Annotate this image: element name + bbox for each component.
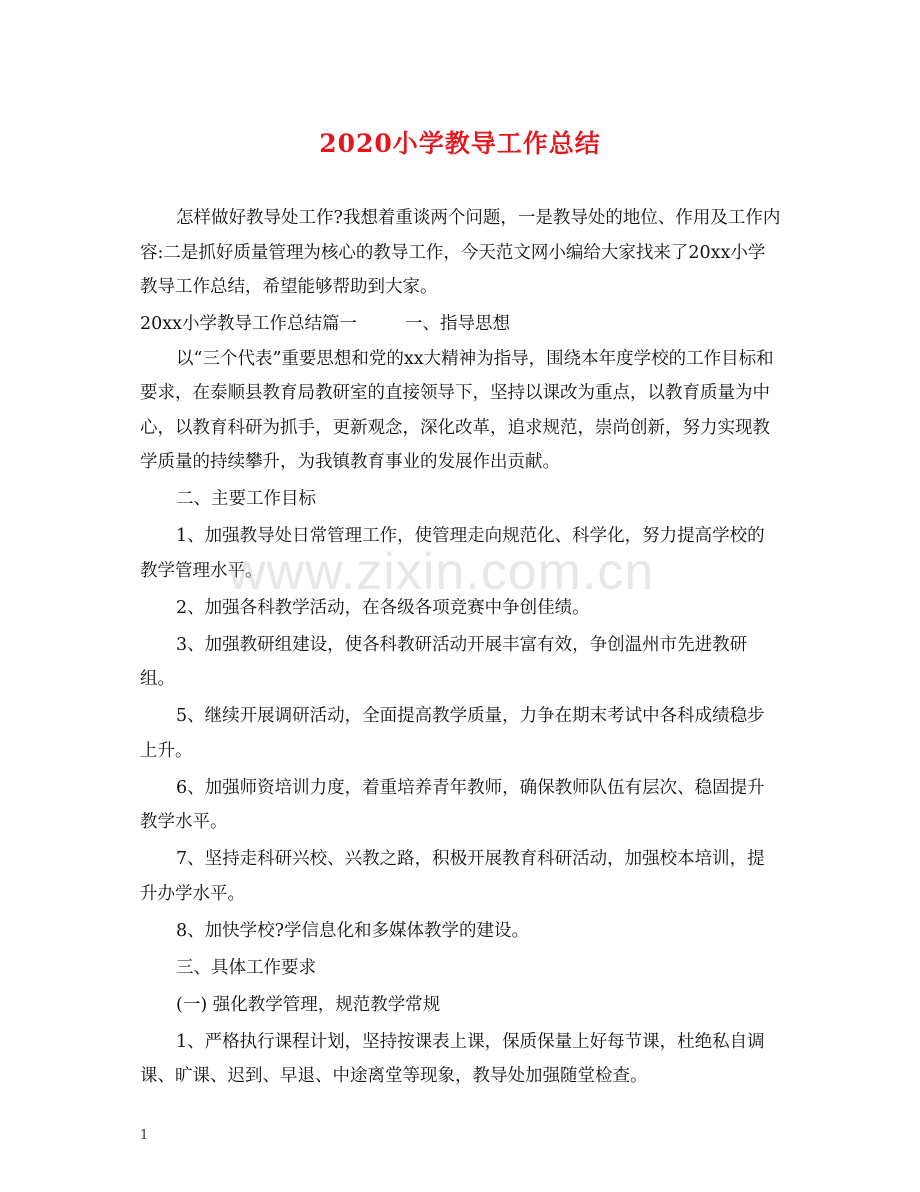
- watermark: www.zixin.com.cn: [228, 543, 655, 601]
- goal-item: 5、继续开展调研活动，全面提高教学质量，力争在期末考试中各科成绩稳步上升。: [140, 706, 765, 761]
- goal-item: 8、加快学校?学信息化和多媒体教学的建设。: [176, 920, 530, 941]
- goal-item: 1、加强教导处日常管理工作，使管理走向规范化、科学化，努力提高学校的教学管理水平。: [140, 526, 765, 581]
- section-heading-article: 20xx小学教导工作总结篇一: [140, 314, 358, 334]
- goal-item: 6、加强师资培训力度，着重培养青年教师，确保教师队伍有层次、稳固提升教学水平。: [140, 777, 765, 832]
- page-number: 1: [140, 1128, 149, 1143]
- goal-item: 3、加强教研组建设，使各科教研活动开展丰富有效，争创温州市先进教研组。: [140, 634, 748, 689]
- section-heading: [140, 307, 782, 342]
- guiding-paragraph: 以“三个代表”重要思想和党的xx大精神为指导，围绕本年度学校的工作目标和要求，在泰顺县教育局教研室的直接领导下，坚持以课改为重点，以教育质量为中心，以教育科研为抓手，更新观念，深化改革，追求规范，崇尚创新，努力实现教学质量的持续攀升，为我镇教育事业的发展作出贡献。: [140, 348, 774, 472]
- requirement-item: 1、严格执行课程计划，坚持按课表上课，保质保量上好每节课，杜绝私自调课、旷课、迟到、早退、中途离堂等现象，教导处加强随堂检查。: [140, 1031, 765, 1086]
- goal-item: 2、加强各科教学活动，在各级各项竞赛中争创佳绩。: [176, 597, 590, 618]
- goals-heading: 二、主要工作目标: [176, 489, 316, 509]
- intro-paragraph: 怎样做好教导处工作?我想着重谈两个问题，一是教导处的地位、作用及工作内容:二是抓好质量管理为核心的教导工作，今天范文网小编给大家找来了20xx小学教导工作总结，希望能够帮助到大家。: [140, 208, 781, 297]
- document-body: [140, 201, 782, 1094]
- goal-item: 7、坚持走科研兴校、兴教之路，积极开展教育科研活动，加强校本培训，提升办学水平。: [140, 849, 765, 904]
- page-title: 2020小学教导工作总结: [319, 129, 601, 158]
- requirements-heading: 三、具体工作要求: [176, 957, 316, 978]
- section-heading-guiding: 一、指导思想: [405, 314, 511, 334]
- subheading: (一) 强化教学管理，规范教学常规: [176, 994, 441, 1015]
